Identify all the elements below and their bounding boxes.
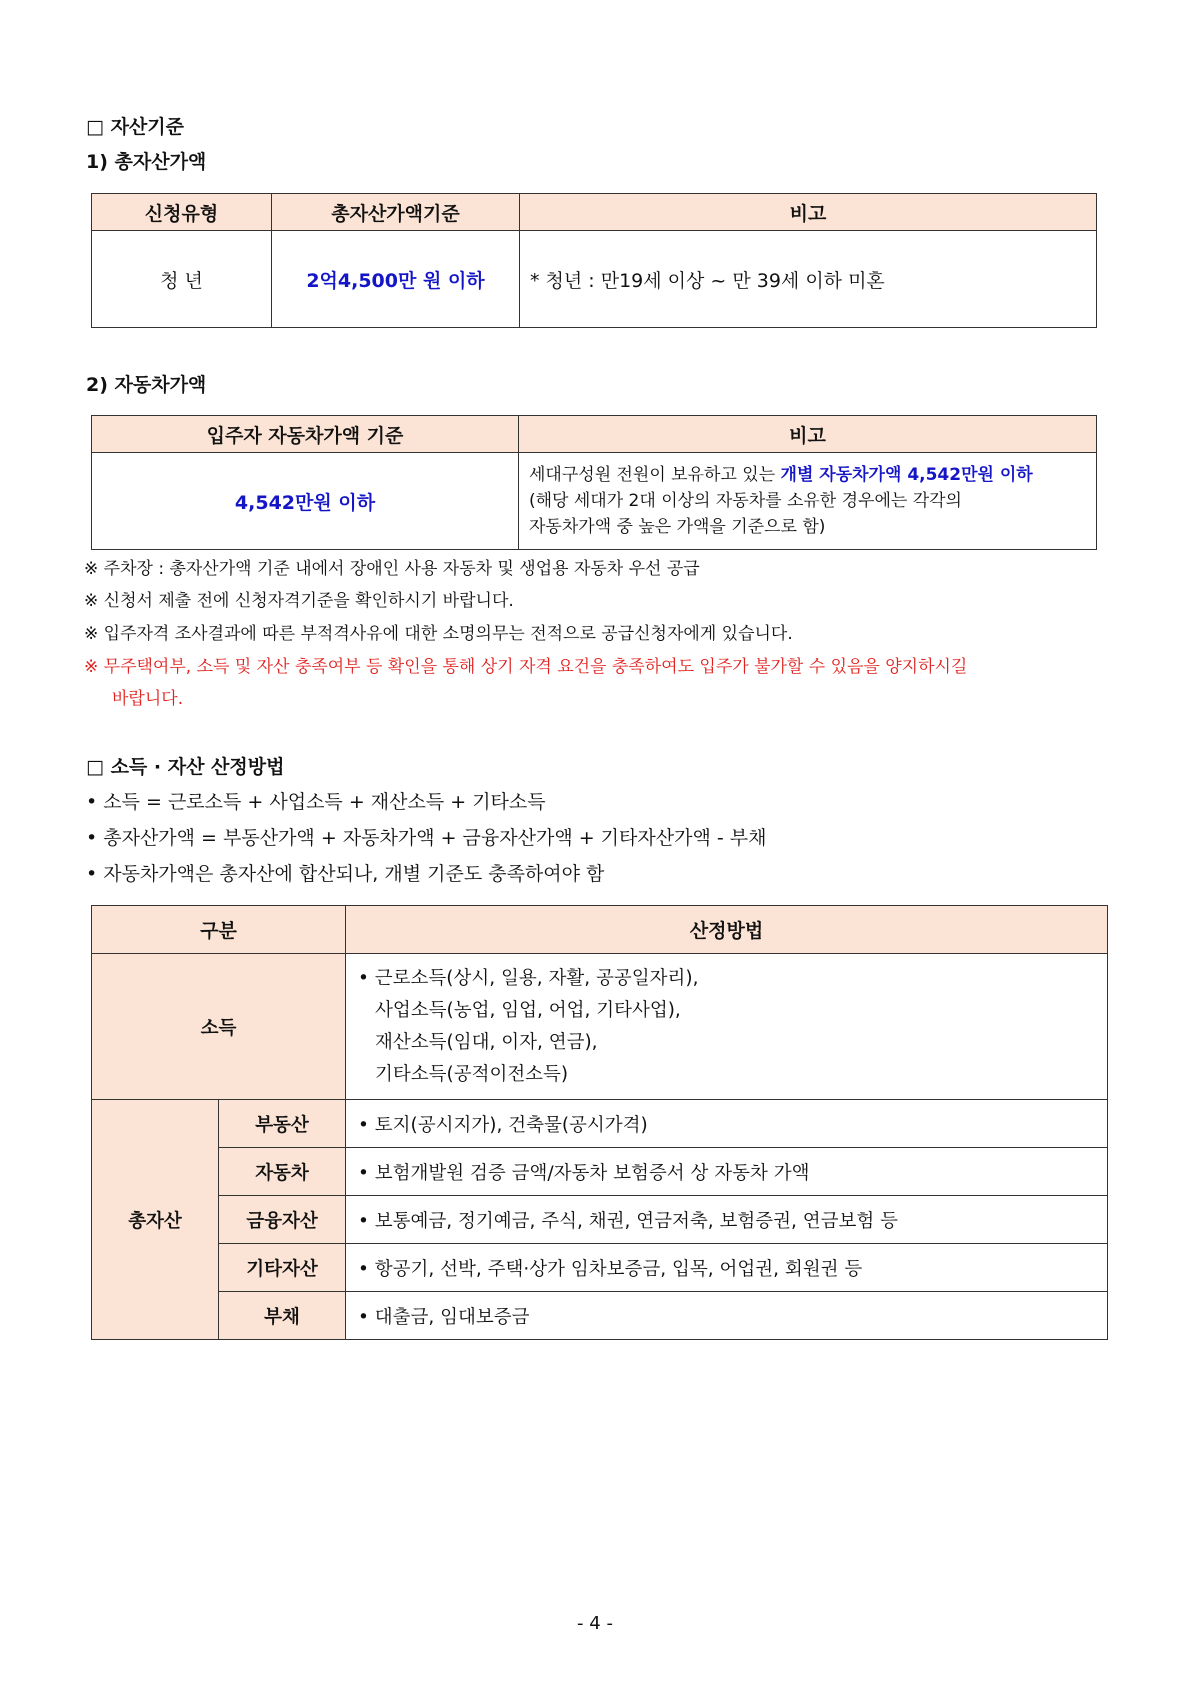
section-title-calculation-method: □ 소득 · 자산 산정방법 <box>86 756 285 778</box>
income-line-4: 기타소득(공적이전소득) <box>375 1063 569 1085</box>
vehicle-remark-line1 <box>529 462 1096 488</box>
cell-real-estate-label: 부동산 <box>219 1100 346 1148</box>
cell-vehicle-remark <box>519 453 1097 550</box>
vehicle-value-table <box>91 415 1097 550</box>
bullet-total-asset-text: 총자산가액 = 부동산가액 + 자동차가액 + 금융자산가액 + 기타자산가액 - 부채 <box>103 827 767 849</box>
note-check-eligibility: ※ 신청서 제출 전에 신청자격기준을 확인하시기 바랍니다. <box>84 591 514 611</box>
header-vehicle-criterion: 입주자 자동차가액 기준 <box>92 416 519 453</box>
header-method: 산정방법 <box>346 906 1108 954</box>
cell-debt-label: 부채 <box>219 1292 346 1340</box>
bullet-income-formula: • 소득 = 근로소득 + 사업소득 + 재산소득 + 기타소득 <box>86 791 546 813</box>
debt-method-text: 대출금, 임대보증금 <box>374 1306 530 1328</box>
cell-vehicle-criterion: 4,542만원 이하 <box>92 453 519 550</box>
note-parking: ※ 주차장 : 총자산가액 기준 내에서 장애인 사용 자동차 및 생업용 자동차 우선 공급 <box>84 559 700 579</box>
cell-vehicle-method: • 보험개발원 검증 금액/자동차 보험증서 상 자동차 가액 <box>346 1148 1108 1196</box>
cell-income-label: 소득 <box>92 954 346 1100</box>
vehicle-remark-line3: 자동차가액 중 높은 가액을 기준으로 함) <box>529 517 826 537</box>
header-category: 구분 <box>92 906 346 954</box>
note-explanation-duty: ※ 입주자격 조사결과에 따른 부적격사유에 대한 소명의무는 전적으로 공급신청자에게 있습니다. <box>84 624 793 644</box>
header-vehicle-remark: 비고 <box>519 416 1097 453</box>
vehicle-remark-plain: 세대구성원 전원이 보유하고 있는 <box>529 465 781 485</box>
subsection-title-vehicle-value: 2) 자동차가액 <box>86 374 207 396</box>
income-line-3: 재산소득(임대, 이자, 연금), <box>375 1031 598 1053</box>
cell-financial-asset-method: • 보통예금, 정기예금, 주식, 채권, 연금저축, 보험증권, 연금보험 등 <box>346 1196 1108 1244</box>
calculation-method-table <box>91 905 1108 1340</box>
note-warning-line2: 바랍니다. <box>112 689 184 709</box>
cell-other-asset-method: • 항공기, 선박, 주택·상가 임차보증금, 입목, 어업권, 회원권 등 <box>346 1244 1108 1292</box>
subsection-title-total-assets: 1) 총자산가액 <box>86 151 207 173</box>
cell-remark: * 청년 : 만19세 이상 ~ 만 39세 이하 미혼 <box>520 231 1097 328</box>
cell-financial-asset-label: 금융자산 <box>219 1196 346 1244</box>
cell-real-estate-method: • 토지(공시지가), 건축물(공시가격) <box>346 1100 1108 1148</box>
bullet-total-asset-formula: • 총자산가액 = 부동산가액 + 자동차가액 + 금융자산가액 + 기타자산가액 - 부채 <box>86 827 767 849</box>
other-asset-method-text: 항공기, 선박, 주택·상가 임차보증금, 입목, 어업권, 회원권 등 <box>374 1258 863 1280</box>
cell-income-method <box>346 954 1108 1100</box>
cell-debt-method: • 대출금, 임대보증금 <box>346 1292 1108 1340</box>
header-remark: 비고 <box>520 194 1097 231</box>
cell-total-asset-criterion: 2억4,500만 원 이하 <box>272 231 520 328</box>
vehicle-remark-bold: 개별 자동차가액 4,542만원 이하 <box>780 465 1033 485</box>
total-assets-table <box>91 193 1097 328</box>
header-application-type: 신청유형 <box>92 194 272 231</box>
income-line-1-text: 근로소득(상시, 일용, 자활, 공공일자리), <box>374 967 699 989</box>
vehicle-method-text: 보험개발원 검증 금액/자동차 보험증서 상 자동차 가액 <box>374 1162 810 1184</box>
income-line-1: • 근로소득(상시, 일용, 자활, 공공일자리), <box>358 967 699 989</box>
section-title-asset-criteria: □ 자산기준 <box>86 116 184 138</box>
cell-application-type: 청 년 <box>92 231 272 328</box>
bullet-income-text: 소득 = 근로소득 + 사업소득 + 재산소득 + 기타소득 <box>103 791 546 813</box>
bullet-vehicle-text: 자동차가액은 총자산에 합산되나, 개별 기준도 충족하여야 함 <box>103 863 605 885</box>
header-total-asset-criterion: 총자산가액기준 <box>272 194 520 231</box>
cell-vehicle-label: 자동차 <box>219 1148 346 1196</box>
page-number: - 4 - <box>577 1613 613 1634</box>
financial-asset-method-text: 보통예금, 정기예금, 주식, 채권, 연금저축, 보험증권, 연금보험 등 <box>374 1210 899 1232</box>
vehicle-remark-line2: (해당 세대가 2대 이상의 자동차를 소유한 경우에는 각각의 <box>529 491 962 511</box>
bullet-vehicle-note: • 자동차가액은 총자산에 합산되나, 개별 기준도 충족하여야 함 <box>86 863 605 885</box>
cell-total-asset-label: 총자산 <box>92 1100 219 1340</box>
note-warning-line1: ※ 무주택여부, 소득 및 자산 충족여부 등 확인을 통해 상기 자격 요건을 충족하여도 입주가 불가할 수 있음을 양지하시길 <box>84 657 968 677</box>
cell-other-asset-label: 기타자산 <box>219 1244 346 1292</box>
real-estate-method-text: 토지(공시지가), 건축물(공시가격) <box>374 1114 648 1136</box>
income-line-2: 사업소득(농업, 임업, 어업, 기타사업), <box>375 999 681 1021</box>
